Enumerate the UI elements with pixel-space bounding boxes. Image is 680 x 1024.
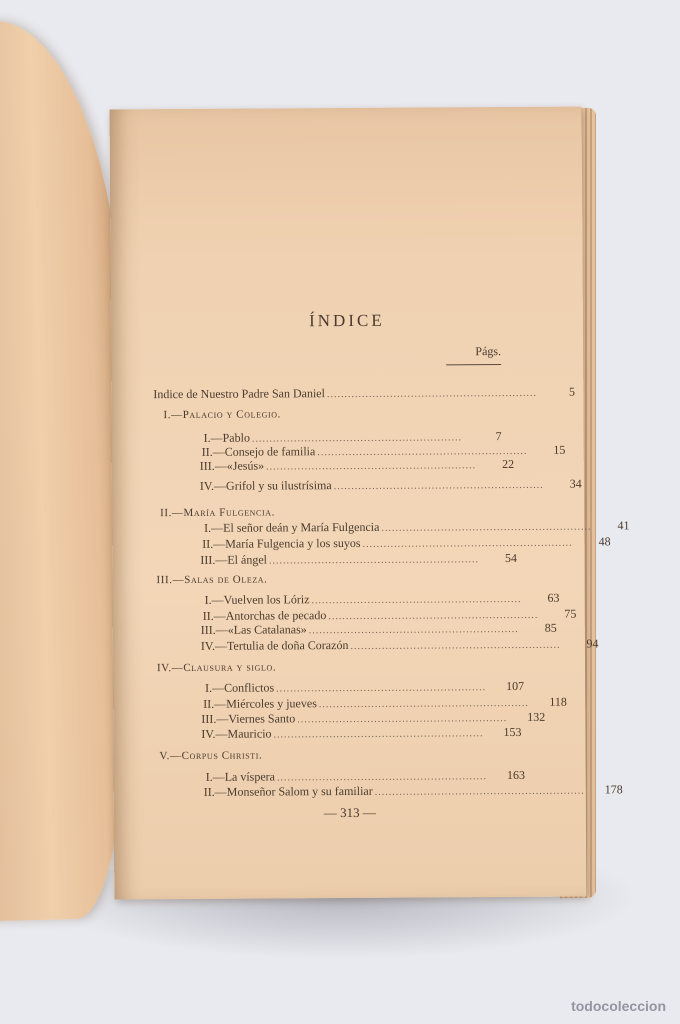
section-heading: V.—Corpus Christi. [159,749,263,763]
toc-entry-text: III.—El ángel [200,552,268,567]
toc-entry-page: 118 [549,694,567,709]
leader-dots: ............................................................ [273,728,484,741]
leader-dots: ............................................................ [328,609,539,623]
leader-dots: ............................................................ [276,771,488,784]
toc-entry-page: 75 [564,606,577,621]
toc-entry [199,456,515,475]
section-heading: IV.—Clausura y siglo. [156,661,277,675]
toc-entry-text: IV.—Grifol y su ilustrísima [199,478,332,493]
toc-entry [204,590,560,609]
leader-dots: ............................................................ [308,623,519,637]
watermark: todocoleccion [571,998,666,1014]
toc-entry-page: 178 [604,782,623,797]
leader-dots: ............................................................ [374,785,585,798]
toc-entry [201,724,522,743]
toc-entry-text: II.—Consejo de familia [201,444,316,459]
toc-entry-text: II.—Antorchas de pecado [202,608,327,623]
leader-dots: ............................................................ [318,697,529,711]
toc-title: ÍNDICE [309,310,385,331]
leader-dots: ............................................................ [297,713,508,726]
leader-dots: ............................................................ [266,460,477,473]
leader-dots: ............................................................ [251,432,462,445]
toc-entry [200,620,557,639]
toc-entry-text: I.—Conflictos [205,680,275,695]
toc-entry [199,476,582,495]
toc-entry-page: 34 [569,476,582,491]
leader-dots: ............................................................ [317,445,528,459]
toc-entry-text: III.—Viernes Santo [201,711,296,726]
toc-entry-text: I.—Pablo [203,430,250,445]
toc-entry-text: I.—El señor deán y María Fulgencia [204,519,380,535]
toc-entry-text: II.—Miércoles y jueves [203,696,317,711]
toc-entry-text: I.—La víspera [205,769,276,784]
leader-dots: ............................................................ [311,593,522,607]
toc-entry-page: 48 [598,534,611,549]
toc-entry-text: IV.—Tertulia de doña Corazón [200,638,349,653]
leader-dots: ............................................................ [381,521,592,534]
toc-entry-page: 5 [568,384,575,399]
toc-entry [200,550,518,569]
section-heading: I.—Palacio y Colegio. [163,408,281,422]
toc-entry [205,678,525,697]
toc-entry-text: II.—Monseñor Salom y su familiar [203,783,373,799]
toc-entry-page: 163 [506,767,526,783]
page-number: — 313 — [323,804,376,821]
section-heading: II.—María Fulgencia. [160,506,276,520]
toc-entry-page: 85 [544,620,557,635]
leader-dots: ............................................................ [333,479,544,493]
table-of-contents [110,107,630,900]
toc-entry-text: III.—«Jesús» [199,458,265,473]
toc-entry-page: 22 [502,456,515,472]
toc-entry-intro [153,384,575,403]
toc-entry [200,636,599,655]
toc-entry-page: 41 [617,518,630,533]
pags-label: Págs. [475,344,502,359]
pags-underline [446,364,501,365]
toc-entry [203,782,623,801]
book-page [110,107,630,900]
toc-entry-page: 7 [495,429,502,444]
toc-entry [204,518,630,537]
toc-entry-page: 132 [527,709,546,724]
leader-dots: ............................................................ [362,537,573,550]
toc-entry-text: III.—«Las Catalanas» [200,622,307,637]
toc-entry-page: 107 [506,678,525,694]
toc-entry [202,534,611,553]
toc-entry-text: II.—María Fulgencia y los suyos [202,535,361,551]
section-heading: III.—Salas de Oleza. [156,573,268,587]
toc-entry-page: 153 [503,724,522,740]
toc-entry-page: 94 [586,636,599,651]
toc-entry-text: Indice de Nuestro Padre San Daniel [153,386,325,402]
toc-entry-text: I.—Vuelven los Lóriz [204,592,310,607]
toc-entry-text: IV.—Mauricio [201,726,272,741]
toc-entry-page: 54 [504,550,518,566]
toc-entry-page: 63 [547,590,560,605]
toc-entry-page: 15 [553,442,566,457]
leader-dots: ............................................................ [326,387,537,401]
leader-dots: ............................................................ [268,554,480,567]
leader-dots: ............................................................ [350,639,561,652]
leader-dots: ............................................................ [276,682,487,695]
